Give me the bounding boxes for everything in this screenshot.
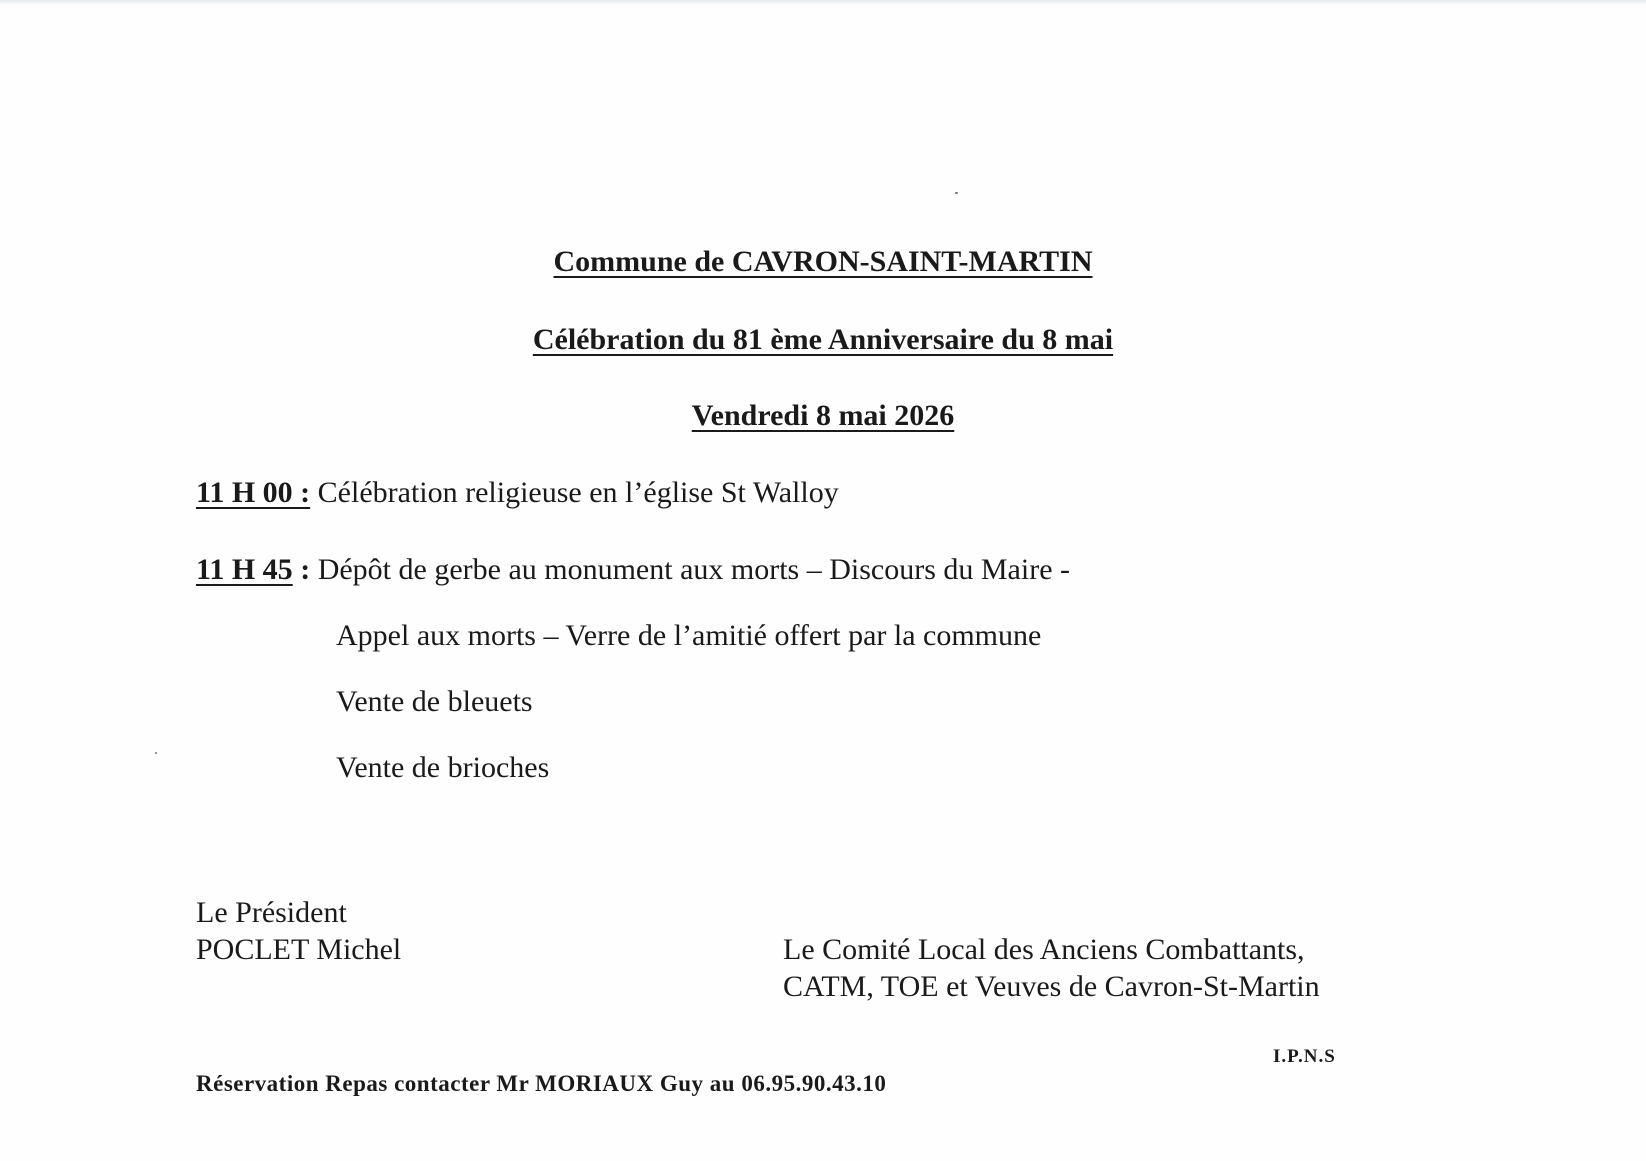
program-text: Dépôt de gerbe au monument aux morts – Discours du Maire - [310, 553, 1071, 586]
signature-name: POCLET Michel [196, 933, 402, 966]
signature-left [196, 894, 401, 968]
program-continuation: Vente de brioches [336, 751, 550, 784]
program-separator: : [292, 553, 311, 586]
program-text: Célébration religieuse en l’église St Walloy [310, 476, 839, 509]
committee-line: Le Comité Local des Anciens Combattants, [783, 933, 1305, 966]
scan-speck [155, 752, 157, 754]
signature-right [783, 931, 1320, 1005]
scan-speck [955, 192, 958, 194]
event-date: Vendredi 8 mai 2026 [691, 399, 955, 432]
program-continuation: Vente de bleuets [336, 685, 533, 718]
program-item [196, 552, 1070, 588]
scan-edge [0, 0, 1646, 6]
celebration-title: Célébration du 81 ème Anniversaire du 8 mai [532, 323, 1114, 356]
commune-title: Commune de CAVRON-SAINT-MARTIN [553, 245, 1093, 278]
signature-title: Le Président [196, 896, 347, 929]
ipns-mark: I.P.N.S [1273, 1046, 1336, 1067]
committee-line: CATM, TOE et Veuves de Cavron-St-Martin [783, 970, 1320, 1003]
program-time: 11 H 45 [196, 553, 293, 586]
program-continuation: Appel aux morts – Verre de l’amitié offert par la commune [336, 619, 1042, 652]
program-time: 11 H 00 : [196, 476, 311, 509]
program-item [196, 475, 839, 511]
reservation-note: Réservation Repas contacter Mr MORIAUX Guy au 06.95.90.43.10 [196, 1071, 887, 1096]
